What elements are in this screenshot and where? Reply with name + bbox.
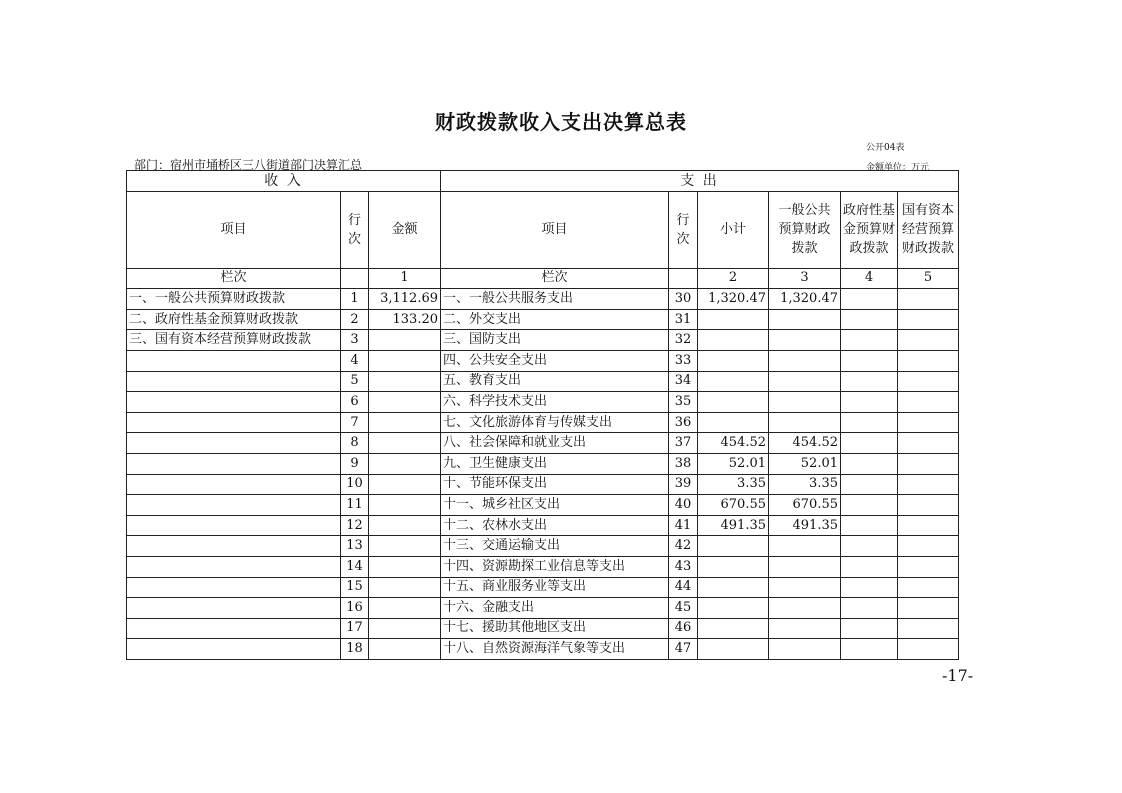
subtotal-cell (698, 330, 769, 351)
subtotal-cell: 491.35 (698, 515, 769, 536)
header-income-amount: 金额 (369, 191, 441, 268)
state-capital-cell (898, 639, 959, 660)
subtotal-cell: 454.52 (698, 433, 769, 454)
general-budget-cell: 52.01 (769, 453, 841, 474)
table-row (127, 577, 959, 598)
expense-row-cell: 40 (669, 495, 698, 516)
expense-row-cell: 30 (669, 289, 698, 310)
column-index-label-right: 栏次 (441, 268, 669, 289)
table-row (127, 515, 959, 536)
income-amount-cell (369, 598, 441, 619)
expense-row-cell: 34 (669, 371, 698, 392)
income-item-cell: 三、国有资本经营预算财政拨款 (127, 330, 341, 351)
state-capital-cell (898, 350, 959, 371)
gov-fund-cell (841, 618, 898, 639)
header-income-row (341, 191, 369, 268)
expense-item-cell: 二、外交支出 (441, 309, 669, 330)
general-budget-cell (769, 330, 841, 351)
header-subtotal: 小计 (698, 191, 769, 268)
income-row-cell: 5 (341, 371, 369, 392)
column-index-4: 4 (841, 268, 898, 289)
income-row-cell: 16 (341, 598, 369, 619)
income-row-cell: 7 (341, 412, 369, 433)
general-budget-cell (769, 536, 841, 557)
subtotal-cell: 52.01 (698, 453, 769, 474)
general-budget-cell (769, 350, 841, 371)
column-index-empty (669, 268, 698, 289)
header-income-item: 项目 (127, 191, 341, 268)
subtotal-cell: 1,320.47 (698, 289, 769, 310)
general-budget-cell: 3.35 (769, 474, 841, 495)
state-capital-cell (898, 412, 959, 433)
expense-item-cell: 九、卫生健康支出 (441, 453, 669, 474)
data-rows (127, 289, 959, 660)
income-item-cell (127, 598, 341, 619)
table-row (127, 618, 959, 639)
income-row-cell: 2 (341, 309, 369, 330)
income-row-cell: 15 (341, 577, 369, 598)
state-capital-cell (898, 536, 959, 557)
income-row-cell: 3 (341, 330, 369, 351)
income-item-cell (127, 639, 341, 660)
table-row (127, 289, 959, 310)
table-row (127, 433, 959, 454)
expense-row-cell: 41 (669, 515, 698, 536)
income-row-cell: 8 (341, 433, 369, 454)
expense-item-cell: 六、科学技术支出 (441, 392, 669, 413)
column-index-2: 2 (698, 268, 769, 289)
income-amount-cell: 3,112.69 (369, 289, 441, 310)
subtotal-cell (698, 350, 769, 371)
subtotal-cell (698, 618, 769, 639)
table-row (127, 495, 959, 516)
income-amount-cell (369, 536, 441, 557)
income-item-cell (127, 536, 341, 557)
gov-fund-cell (841, 639, 898, 660)
income-row-cell: 1 (341, 289, 369, 310)
expense-item-cell: 一、一般公共服务支出 (441, 289, 669, 310)
gov-fund-cell (841, 577, 898, 598)
general-budget-cell (769, 412, 841, 433)
income-amount-cell (369, 474, 441, 495)
gov-fund-cell (841, 598, 898, 619)
subtotal-cell (698, 536, 769, 557)
header-state-capital (898, 191, 959, 268)
income-item-cell (127, 474, 341, 495)
income-item-cell (127, 577, 341, 598)
income-row-cell: 13 (341, 536, 369, 557)
general-budget-cell (769, 618, 841, 639)
expense-item-cell: 十二、农林水支出 (441, 515, 669, 536)
general-budget-cell (769, 556, 841, 577)
header-gov-fund-text: 政府性基金预算财政拨款 (843, 203, 896, 257)
header-income-row-text: 行次 (347, 212, 361, 247)
expense-item-cell: 十六、金融支出 (441, 598, 669, 619)
expense-row-cell: 44 (669, 577, 698, 598)
general-budget-cell (769, 639, 841, 660)
expense-row-cell: 47 (669, 639, 698, 660)
state-capital-cell (898, 515, 959, 536)
expense-row-cell: 42 (669, 536, 698, 557)
income-amount-cell (369, 639, 441, 660)
income-row-cell: 6 (341, 392, 369, 413)
column-index-empty (341, 268, 369, 289)
header-expense-row (669, 191, 698, 268)
income-amount-cell (369, 618, 441, 639)
gov-fund-cell (841, 453, 898, 474)
column-index-label-left: 栏次 (127, 268, 341, 289)
subtotal-cell (698, 577, 769, 598)
income-amount-cell: 133.20 (369, 309, 441, 330)
table-row (127, 598, 959, 619)
subtotal-cell (698, 392, 769, 413)
income-item-cell: 二、政府性基金预算财政拨款 (127, 309, 341, 330)
general-budget-cell (769, 577, 841, 598)
expense-item-cell: 十五、商业服务业等支出 (441, 577, 669, 598)
page-number: -17- (942, 666, 974, 685)
income-row-cell: 14 (341, 556, 369, 577)
unit-label: 金额单位：万元 (866, 163, 930, 173)
table-row (127, 412, 959, 433)
general-budget-cell: 454.52 (769, 433, 841, 454)
income-item-cell: 一、一般公共预算财政拨款 (127, 289, 341, 310)
expense-row-cell: 37 (669, 433, 698, 454)
gov-fund-cell (841, 515, 898, 536)
expense-row-cell: 43 (669, 556, 698, 577)
income-amount-cell (369, 515, 441, 536)
expense-row-cell: 38 (669, 453, 698, 474)
expense-row-cell: 33 (669, 350, 698, 371)
table-row (127, 639, 959, 660)
gov-fund-cell (841, 412, 898, 433)
subtotal-cell (698, 309, 769, 330)
header-expense-row-text: 行次 (676, 212, 690, 247)
expense-item-cell: 十一、城乡社区支出 (441, 495, 669, 516)
income-item-cell (127, 495, 341, 516)
column-header-row (127, 191, 959, 268)
subtotal-cell: 3.35 (698, 474, 769, 495)
gov-fund-cell (841, 330, 898, 351)
state-capital-cell (898, 392, 959, 413)
gov-fund-cell (841, 392, 898, 413)
subtotal-cell (698, 412, 769, 433)
expense-row-cell: 45 (669, 598, 698, 619)
column-index-row (127, 268, 959, 289)
income-row-cell: 12 (341, 515, 369, 536)
table-row (127, 474, 959, 495)
income-amount-cell (369, 577, 441, 598)
income-amount-cell (369, 371, 441, 392)
expense-section-header: 支 出 (441, 171, 959, 192)
gov-fund-cell (841, 536, 898, 557)
income-amount-cell (369, 433, 441, 454)
expense-row-cell: 39 (669, 474, 698, 495)
gov-fund-cell (841, 350, 898, 371)
general-budget-cell: 670.55 (769, 495, 841, 516)
expense-item-cell: 五、教育支出 (441, 371, 669, 392)
state-capital-cell (898, 309, 959, 330)
header-general-budget (769, 191, 841, 268)
table-row (127, 556, 959, 577)
table-row (127, 350, 959, 371)
general-budget-cell (769, 598, 841, 619)
state-capital-cell (898, 618, 959, 639)
subtotal-cell: 670.55 (698, 495, 769, 516)
expense-row-cell: 36 (669, 412, 698, 433)
income-item-cell (127, 371, 341, 392)
table-row (127, 371, 959, 392)
income-item-cell (127, 556, 341, 577)
state-capital-cell (898, 330, 959, 351)
expense-item-cell: 十四、资源勘探工业信息等支出 (441, 556, 669, 577)
column-index-5: 5 (898, 268, 959, 289)
income-item-cell (127, 392, 341, 413)
general-budget-cell (769, 392, 841, 413)
subtotal-cell (698, 556, 769, 577)
income-row-cell: 9 (341, 453, 369, 474)
income-amount-cell (369, 412, 441, 433)
income-row-cell: 4 (341, 350, 369, 371)
section-header-row (127, 171, 959, 192)
header-state-capital-text: 国有资本经营预算财政拨款 (902, 203, 955, 257)
expense-item-cell: 三、国防支出 (441, 330, 669, 351)
gov-fund-cell (841, 433, 898, 454)
column-index-1: 1 (369, 268, 441, 289)
expense-item-cell: 十八、自然资源海洋气象等支出 (441, 639, 669, 660)
subtotal-cell (698, 598, 769, 619)
state-capital-cell (898, 474, 959, 495)
department-label: 部门：宿州市埇桥区三八街道部门决算汇总 (134, 158, 363, 172)
column-index-3: 3 (769, 268, 841, 289)
header-expense-item: 项目 (441, 191, 669, 268)
general-budget-cell: 1,320.47 (769, 289, 841, 310)
expense-item-cell: 七、文化旅游体育与传媒支出 (441, 412, 669, 433)
income-amount-cell (369, 350, 441, 371)
income-item-cell (127, 412, 341, 433)
income-item-cell (127, 515, 341, 536)
income-item-cell (127, 433, 341, 454)
table-row (127, 330, 959, 351)
income-amount-cell (369, 495, 441, 516)
gov-fund-cell (841, 289, 898, 310)
table-row (127, 392, 959, 413)
table-row (127, 453, 959, 474)
general-budget-cell: 491.35 (769, 515, 841, 536)
income-amount-cell (369, 556, 441, 577)
gov-fund-cell (841, 556, 898, 577)
expense-row-cell: 35 (669, 392, 698, 413)
state-capital-cell (898, 556, 959, 577)
income-row-cell: 11 (341, 495, 369, 516)
state-capital-cell (898, 433, 959, 454)
state-capital-cell (898, 453, 959, 474)
header-gov-fund (841, 191, 898, 268)
expense-row-cell: 46 (669, 618, 698, 639)
state-capital-cell (898, 598, 959, 619)
header-general-budget-text: 一般公共预算财政拨款 (778, 203, 831, 257)
income-row-cell: 17 (341, 618, 369, 639)
expense-item-cell: 十七、援助其他地区支出 (441, 618, 669, 639)
income-row-cell: 10 (341, 474, 369, 495)
state-capital-cell (898, 289, 959, 310)
income-item-cell (127, 618, 341, 639)
gov-fund-cell (841, 371, 898, 392)
gov-fund-cell (841, 495, 898, 516)
gov-fund-cell (841, 474, 898, 495)
subtotal-cell (698, 639, 769, 660)
state-capital-cell (898, 495, 959, 516)
income-section-header: 收 入 (127, 171, 441, 192)
page-title: 财政拨款收入支出决算总表 (435, 110, 687, 134)
form-number: 公开04表 (866, 143, 905, 153)
income-amount-cell (369, 453, 441, 474)
state-capital-cell (898, 577, 959, 598)
expense-row-cell: 32 (669, 330, 698, 351)
expense-item-cell: 十三、交通运输支出 (441, 536, 669, 557)
income-row-cell: 18 (341, 639, 369, 660)
expense-item-cell: 八、社会保障和就业支出 (441, 433, 669, 454)
subtotal-cell (698, 371, 769, 392)
gov-fund-cell (841, 309, 898, 330)
general-budget-cell (769, 371, 841, 392)
table-row (127, 309, 959, 330)
general-budget-cell (769, 309, 841, 330)
income-amount-cell (369, 392, 441, 413)
income-item-cell (127, 453, 341, 474)
income-amount-cell (369, 330, 441, 351)
income-item-cell (127, 350, 341, 371)
expense-row-cell: 31 (669, 309, 698, 330)
state-capital-cell (898, 371, 959, 392)
budget-table (126, 170, 959, 660)
expense-item-cell: 四、公共安全支出 (441, 350, 669, 371)
expense-item-cell: 十、节能环保支出 (441, 474, 669, 495)
table-row (127, 536, 959, 557)
